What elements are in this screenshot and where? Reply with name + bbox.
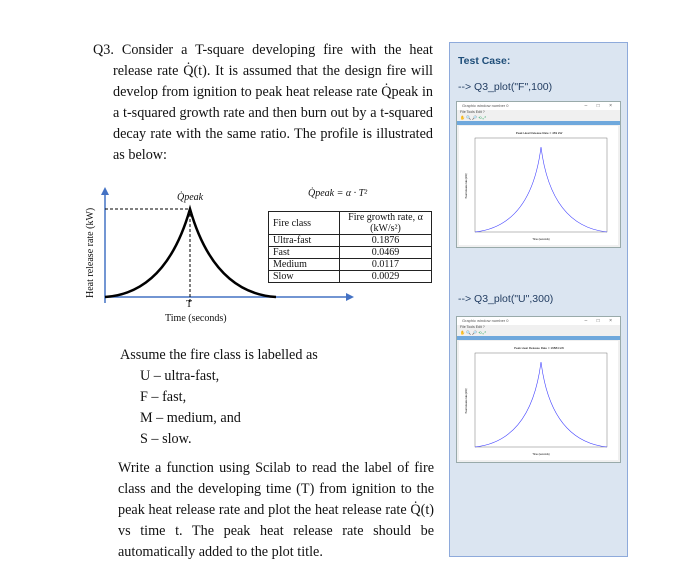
t-label: T [186,299,193,310]
window-tab-bar [457,336,620,340]
table-cell: 0.0469 [340,247,432,259]
window-menu[interactable]: File Tools Edit ? [460,110,485,114]
table-cell: Ultra-fast [269,235,340,247]
test-case-panel [449,42,628,557]
table-cell: 0.1876 [340,235,432,247]
plot-ylabel: Heat release rate (kW) [465,173,468,199]
window-controls[interactable]: – □ × [584,318,616,324]
table-row [269,247,432,259]
test-call-1: --> Q3_plot("F",100) [458,81,553,93]
curve-f [475,147,607,232]
table-header-row [269,212,432,235]
y-axis-label: Heat release rate (kW) [85,207,96,298]
list-item: S – slow. [140,431,192,447]
plot-title: Peak Heat Release Rate = 469 kW [515,131,563,135]
table-row [269,271,432,283]
scilab-plot-2 [459,341,618,460]
window-controls[interactable]: – □ × [584,103,616,109]
window-titlebar: Graphic window number 0 – □ × [457,102,620,110]
plot-title: Peak Heat Release Rate = 16884 kW [514,346,564,350]
question-block [93,40,433,166]
fire-class-table [268,211,432,283]
table-header: Fire growth rate, α (kW/s²) [340,212,432,235]
task-text: Write a function using Scilab to read the label of fire class and the developing time (T) from ignition to the peak heat release rate and plot the heat release rate Q̇(t) vs time t. The peak heat release rate should be automatically added to the plot title. [118,460,434,560]
table-cell: Fast [269,247,340,259]
x-axis-label: Time (seconds) [165,313,227,324]
test-call-2: --> Q3_plot("U",300) [458,293,554,305]
list-item: M – medium, and [140,410,241,426]
table-header: Fire class [269,212,340,235]
window-tab-bar [457,121,620,125]
scilab-plot-1 [459,126,618,245]
plot-xlabel: Time (seconds) [532,238,550,241]
plot-frame [475,353,607,447]
assume-intro: Assume the fire class is labelled as [120,347,318,363]
assume-block [120,345,318,450]
table-cell: 0.0117 [340,259,432,271]
x-axis-arrow [346,293,354,301]
list-item: F – fast, [140,389,187,405]
window-titlebar: Graphic window number 0 – □ × [457,317,620,325]
curve-u [475,362,607,447]
table-cell: 0.0029 [340,271,432,283]
plot-xlabel: Time (seconds) [532,453,550,456]
y-axis-arrow [101,187,109,195]
panel-title: Test Case: [458,55,511,67]
table-cell: Slow [269,271,340,283]
toolbar-icons[interactable]: ✋ 🔍 🔎 ⟲ ⤢ [460,330,486,335]
fire-curve [105,209,276,297]
table-cell: Medium [269,259,340,271]
toolbar-icons[interactable]: ✋ 🔍 🔎 ⟲ ⤢ [460,115,486,120]
peak-label: Q̇peak [177,192,204,203]
window-menu[interactable]: File Tools Edit ? [460,325,485,329]
list-item: U – ultra-fast, [140,368,220,384]
question-text: Q3. Consider a T-square developing fire with the heat release rate Q̇(t). It is assumed that the design fire will develop from ignition to peak heat release rate Q̇peak in a t-squared growth rate and then burn out by a t-squared decay rate with the same ratio. The profile is illustrated as below: [93,42,433,163]
formula: Q̇peak = α · T² [308,188,368,199]
graphic-window-1 [456,101,621,248]
graphic-window-2 [456,316,621,463]
plot-ylabel: Heat release rate (kW) [465,388,468,414]
plot-frame [475,138,607,232]
table-row [269,259,432,271]
table-row [269,235,432,247]
